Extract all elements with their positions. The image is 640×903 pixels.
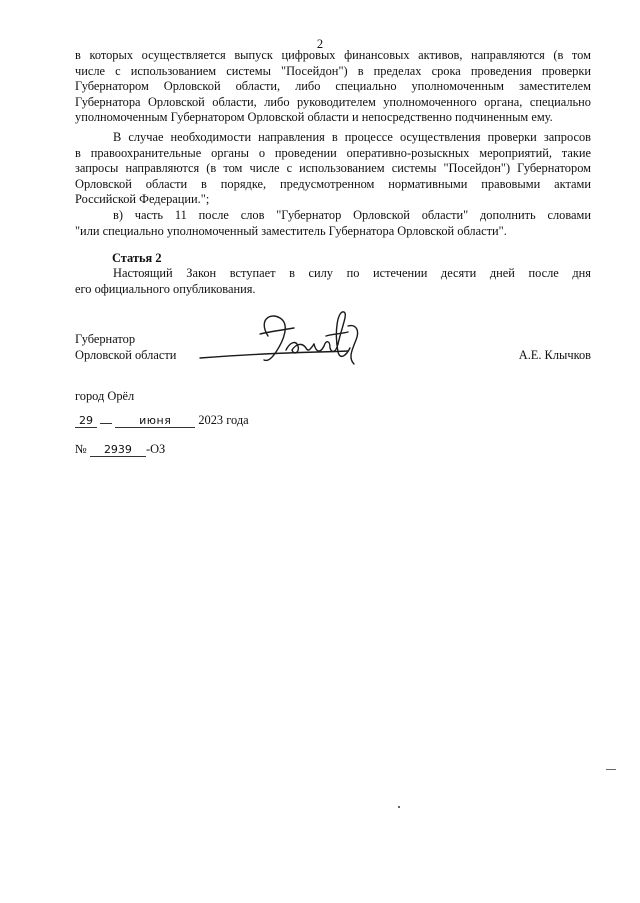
- text-line: Орловской области в порядке, предусмотренном нормативными правовыми актами: [75, 176, 591, 191]
- paragraph-law-enforcement-requests: [75, 130, 591, 208]
- text-line: "или специально уполномоченный заместитель Губернатора Орловской области".: [75, 223, 507, 238]
- text-line: в) часть 11 после слов "Губернатор Орловской области" дополнить словами: [113, 208, 591, 222]
- paragraph-continuation: [75, 48, 591, 126]
- article-text: [75, 266, 591, 297]
- number-value: 2939: [90, 444, 146, 457]
- text-line: Настоящий Закон вступает в силу по истечении десяти дней после дня: [113, 266, 591, 280]
- number-sign: №: [75, 442, 87, 456]
- scan-mark: [606, 769, 616, 770]
- law-number: [75, 442, 165, 457]
- signatory-name: А.Е. Клычков: [518, 348, 591, 362]
- text-line: В случае необходимости направления в процессе осуществления проверки запросов: [113, 130, 591, 144]
- handwritten-signature: [198, 306, 368, 376]
- page-number: 2: [316, 37, 324, 51]
- article-heading: Статья 2: [112, 251, 162, 265]
- text-line: запросы направляются (в том числе с использованием системы "Посейдон") Губернатором: [75, 161, 591, 176]
- date-underline: [100, 422, 112, 424]
- number-suffix: -ОЗ: [145, 442, 166, 456]
- city: город Орёл: [75, 389, 135, 403]
- text-line: Губернатора Орловской области, либо руководителем уполномоченного органа, специально: [75, 94, 591, 109]
- text-line: уполномоченным Губернатором Орловской области и непосредственно подчиненным ему.: [75, 110, 553, 125]
- date-year: 2023 года: [198, 413, 249, 427]
- signatory-title: [75, 332, 176, 363]
- text-line: в которых осуществляется выпуск цифровых финансовых активов, направляются (в том: [75, 48, 591, 62]
- paragraph-amendment-part-11: [75, 208, 591, 239]
- date-day: 29: [75, 415, 97, 428]
- text-line: в правоохранительные органы о проведении оперативно-розыскных мероприятий, такие: [75, 145, 591, 160]
- text-line: Губернатором Орловской области, либо специально уполномоченным заместителем: [75, 79, 591, 94]
- text-line: его официального опубликования.: [75, 281, 256, 296]
- text-line: Российской Федерации.";: [75, 192, 210, 207]
- signatory-title-line: Орловской области: [75, 347, 177, 362]
- signing-date: [75, 413, 249, 428]
- text-line: числе с использованием системы "Посейдон") в пределах срока проведения проверки: [75, 63, 591, 78]
- scan-mark: [398, 806, 400, 808]
- date-month: июня: [115, 415, 195, 428]
- signatory-title-line: Губернатор: [75, 332, 136, 346]
